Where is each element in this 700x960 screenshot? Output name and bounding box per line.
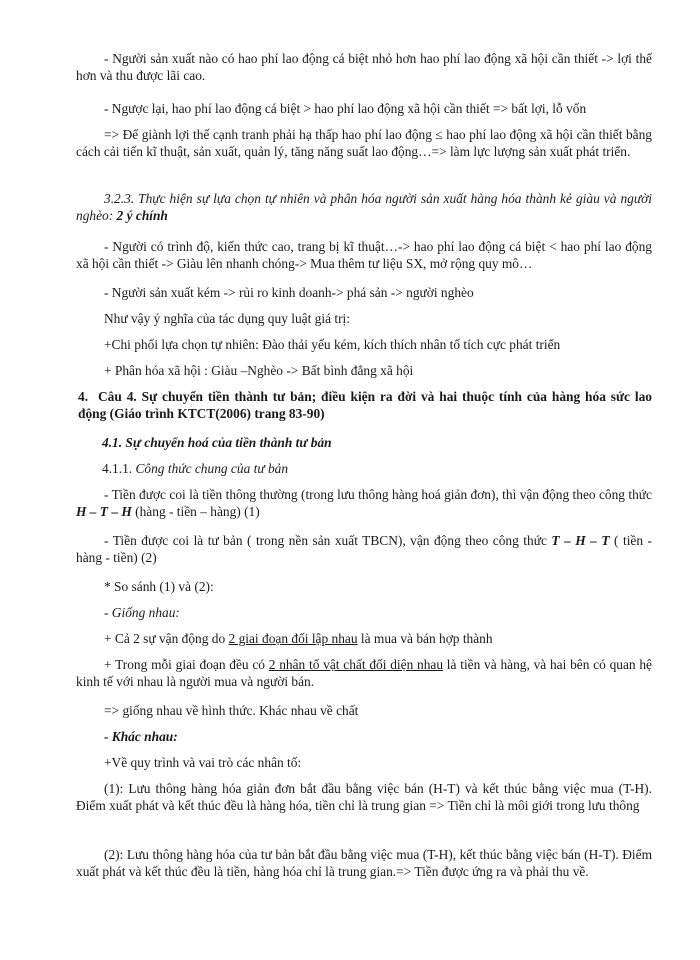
formula-t-h-t: T – H – T [551, 533, 610, 548]
formula-h-t-h: H – T – H [76, 504, 132, 519]
paragraph-money-formula [76, 486, 652, 520]
two-factors-underlined: 2 nhân tố vật chất đối diện nhau [268, 657, 444, 672]
paragraph-rich: - Người có trình độ, kiến thức cao, trang bị kĩ thuật…-> hao phí lao động cá biệt < hao phí lao động xã hội cần thiết -> Giàu lên nhanh chóng-> Mua thêm tư liệu SX, mở rộng quy mô… [76, 239, 652, 271]
section-4-heading [78, 388, 652, 422]
section-4-1-1-number: 4.1.1. [102, 461, 136, 476]
subsection-3-2-3-note: 2 ý chính [113, 208, 168, 223]
capital-formula-suffix: ( tiền - hàng - tiền) (2) [76, 533, 653, 565]
paragraph-compare: * So sánh (1) và (2): [104, 579, 214, 594]
paragraph-capital-formula [76, 532, 652, 566]
paragraph-meaning: Như vậy ý nghĩa của tác dụng quy luật giá trị: [104, 311, 350, 326]
section-4-number: 4. [78, 389, 89, 404]
paragraph-process: +Về quy trình và vai trò các nhân tố: [104, 755, 302, 770]
paragraph-two-factors [76, 656, 652, 690]
section-4-1-1-title: Công thức chung của tư bản [135, 461, 289, 476]
two-factors-suffix: là tiền và hàng, và hai bên có quan hệ kinh tế với nhau là người mua và người bán. [76, 657, 652, 689]
paragraph-natural-selection: +Chi phối lựa chọn tự nhiên: Đào thải yếu kém, kích thích nhân tố tích cực phát triển [104, 337, 561, 352]
two-stages-text: + Cả 2 sự vận động do [104, 631, 229, 646]
paragraph-high-labor-cost: - Ngược lại, hao phí lao động cá biệt > hao phí lao động xã hội cần thiết => bất lợi, lỗ vốn [104, 101, 587, 116]
capital-formula-text: - Tiền được coi là tư bản ( trong nền sản xuất TBCN), vận động theo công thức [104, 533, 552, 548]
money-formula-text: - Tiền được coi là tiền thông thường (trong lưu thông hàng hoá giản đơn), thì vận động theo công thức [104, 487, 652, 502]
paragraph-form-vs-nature: => giống nhau về hình thức. Khác nhau về chất [104, 703, 359, 718]
paragraph-poor: - Người sản xuất kém -> rủi ro kinh doanh-> phá sản -> người nghèo [104, 285, 474, 300]
paragraph-social-division: + Phân hóa xã hội : Giàu –Nghèo -> Bất bình đẳng xã hội [104, 363, 414, 378]
paragraph-capital-circulation: (2): Lưu thông hàng hóa của tư bản bắt đầu bằng việc mua (T-H), kết thúc bằng việc bán (H-T). Điểm xuất phát và kết thúc đều là tiền, hàng hóa chỉ là trung gian.=> Tiền được ứng ra và phải thu về. [76, 847, 652, 879]
two-stages-underlined: 2 giai đoạn đối lập nhau [228, 631, 358, 646]
paragraph-different: - Khác nhau: [104, 729, 178, 744]
paragraph-two-stages [76, 630, 652, 647]
section-4-title: Câu 4. Sự chuyển tiền thành tư bản; điều kiện ra đời và hai thuộc tính của hàng hóa sức lao động (Giáo trình KTCT(2006) trang 83-90) [78, 389, 652, 421]
two-stages-suffix: là mua và bán hợp thành [357, 631, 493, 646]
two-factors-text: + Trong mỗi giai đoạn đều có [104, 657, 269, 672]
paragraph-low-labor-cost: - Người sản xuất nào có hao phí lao động cá biệt nhỏ hơn hao phí lao động xã hội cần thiết -> lợi thế hơn và thu được lãi cao. [76, 51, 652, 83]
section-4-1-heading: 4.1. Sự chuyển hoá của tiền thành tư bản [102, 435, 332, 450]
money-formula-suffix: (hàng - tiền – hàng) (1) [131, 504, 260, 519]
paragraph-simple-circulation: (1): Lưu thông hàng hóa giản đơn bắt đầu bằng việc bán (H-T) và kết thúc bằng việc mua (T-H). Điểm xuất phát và kết thúc đều là hàng hóa, tiền chỉ là trung gian => Tiền chỉ là môi giới trong lưu thông [76, 781, 652, 813]
subsection-3-2-3 [76, 190, 652, 224]
paragraph-competition: => Để giành lợi thế cạnh tranh phải hạ thấp hao phí lao động ≤ hao phí lao động xã hội cần thiết bằng cách cải tiến kĩ thuật, sản xuất, quản lý, tăng năng suất lao động…=> làm lực lượng sản xuất phát triển. [76, 127, 652, 159]
section-4-1-1-heading [76, 460, 652, 477]
paragraph-similar: - Giống nhau: [104, 605, 180, 620]
subsection-3-2-3-title: 3.2.3. Thực hiện sự lựa chọn tự nhiên và phân hóa người sản xuất hàng hóa thành kẻ giàu và người nghèo: [76, 191, 652, 223]
